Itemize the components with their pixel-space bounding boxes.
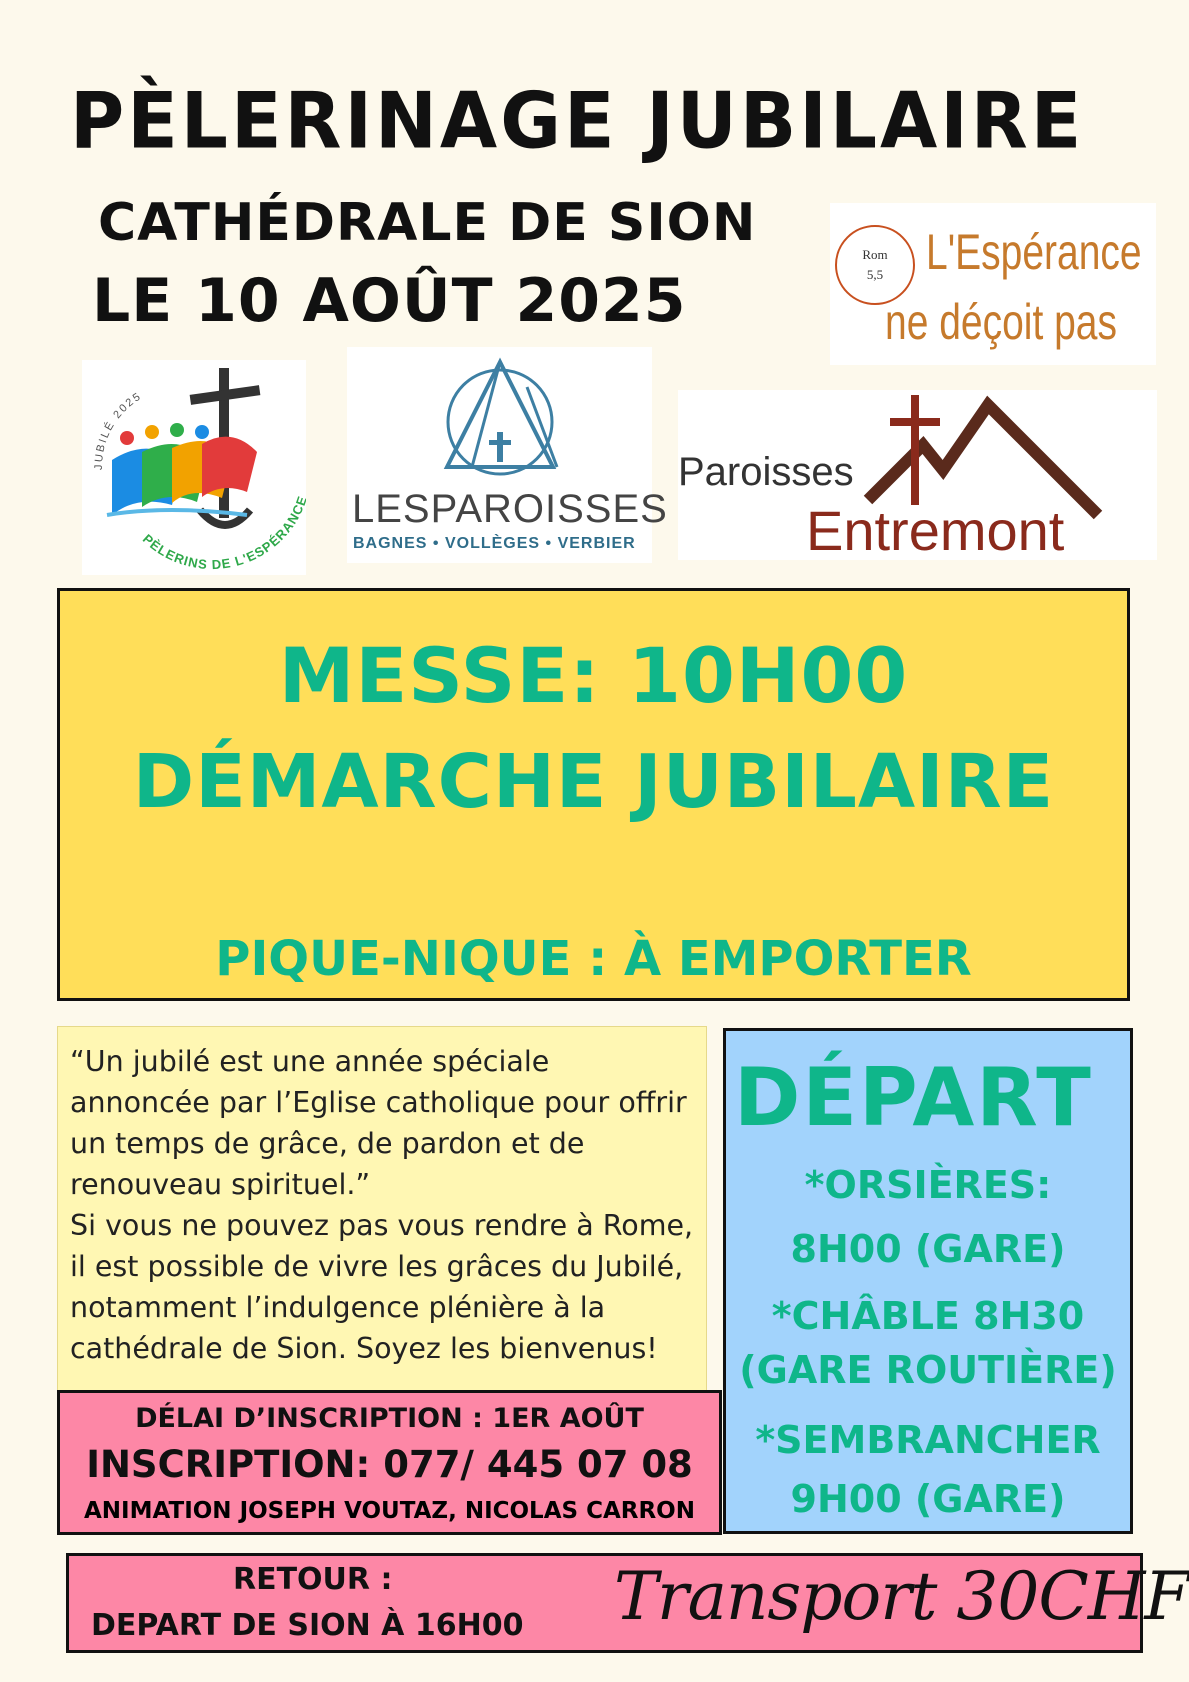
departure-row: 9H00 (GARE) — [790, 1477, 1066, 1521]
transport-price: Transport 30CHF — [614, 1558, 1189, 1635]
mass-time: MESSE: 10H00 — [278, 631, 909, 720]
entremont-line1: Paroisses — [678, 450, 854, 494]
registration-deadline: DÉLAI D’INSCRIPTION : 1ER AOÛT — [135, 1403, 644, 1434]
return-label: RETOUR : — [233, 1562, 393, 1597]
picnic-note: PIQUE-NIQUE : À EMPORTER — [215, 931, 972, 987]
animation-credits: ANIMATION JOSEPH VOUTAZ, NICOLAS CARRON — [84, 1498, 695, 1524]
departure-row: 8H00 (GARE) — [790, 1227, 1066, 1271]
entremont-logo — [678, 390, 1157, 560]
page-title: PÈLERINAGE JUBILAIRE — [70, 75, 1085, 167]
jubilee-quote — [57, 1026, 707, 1391]
quote-part2: Si vous ne pouvez pas vous rendre à Rome, il est possible de vivre les grâces du Jubilé, notamment l’indulgence plénière à la cathédrale de Sion. Soyez les bienvenus! — [70, 1209, 694, 1365]
registration-phone: INSCRIPTION: 077/ 445 07 08 — [86, 1443, 693, 1486]
departure-heading: DÉPART — [734, 1051, 1093, 1144]
jubilee-bottom-text: PÈLERINS DE L'ESPÉRANC — [139, 501, 306, 573]
esperance-logo — [830, 203, 1156, 365]
esperance-line1: L'Espérance — [926, 224, 1142, 280]
event-date: LE 10 AOÛT 2025 — [92, 266, 687, 336]
departure-row: *ORSIÈRES: — [804, 1163, 1052, 1207]
jubilee-top-text: JUBILÉ 2025 — [92, 390, 145, 471]
return-detail: DEPART DE SION À 16H00 — [91, 1608, 524, 1643]
entremont-line2: Entremont — [806, 499, 1065, 562]
departure-row: (GARE ROUTIÈRE) — [739, 1348, 1117, 1392]
location: CATHÉDRALE DE SION — [98, 193, 757, 253]
esperance-line2: ne déçoit pas — [885, 294, 1118, 350]
les-paroisses-logo — [347, 347, 668, 563]
mountain-cross-icon — [347, 347, 652, 487]
registration-box — [57, 1390, 722, 1535]
departure-row: *SEMBRANCHER — [755, 1418, 1101, 1462]
jubilee-logo — [82, 360, 306, 575]
departure-row: *CHÂBLE 8H30 — [771, 1294, 1085, 1338]
scripture-ref-verse: 5,5 — [866, 267, 884, 282]
les-paroisses-name: LESPAROISSES — [352, 487, 668, 531]
departure-box — [723, 1028, 1133, 1534]
jubilee-walk: DÉMARCHE JUBILAIRE — [132, 739, 1055, 825]
jubilee-emblem-icon — [82, 360, 306, 575]
program-box — [57, 588, 1130, 1001]
return-box — [66, 1553, 1189, 1653]
scripture-ref-book: Rom — [862, 247, 888, 262]
les-paroisses-places: BAGNES • VOLLÈGES • VERBIER — [353, 535, 636, 552]
quote-part1: “Un jubilé est une année spéciale annoncée par l’Eglise catholique pour offrir un temps de grâce, de pardon et de renouveau spirituel.” — [70, 1045, 687, 1201]
